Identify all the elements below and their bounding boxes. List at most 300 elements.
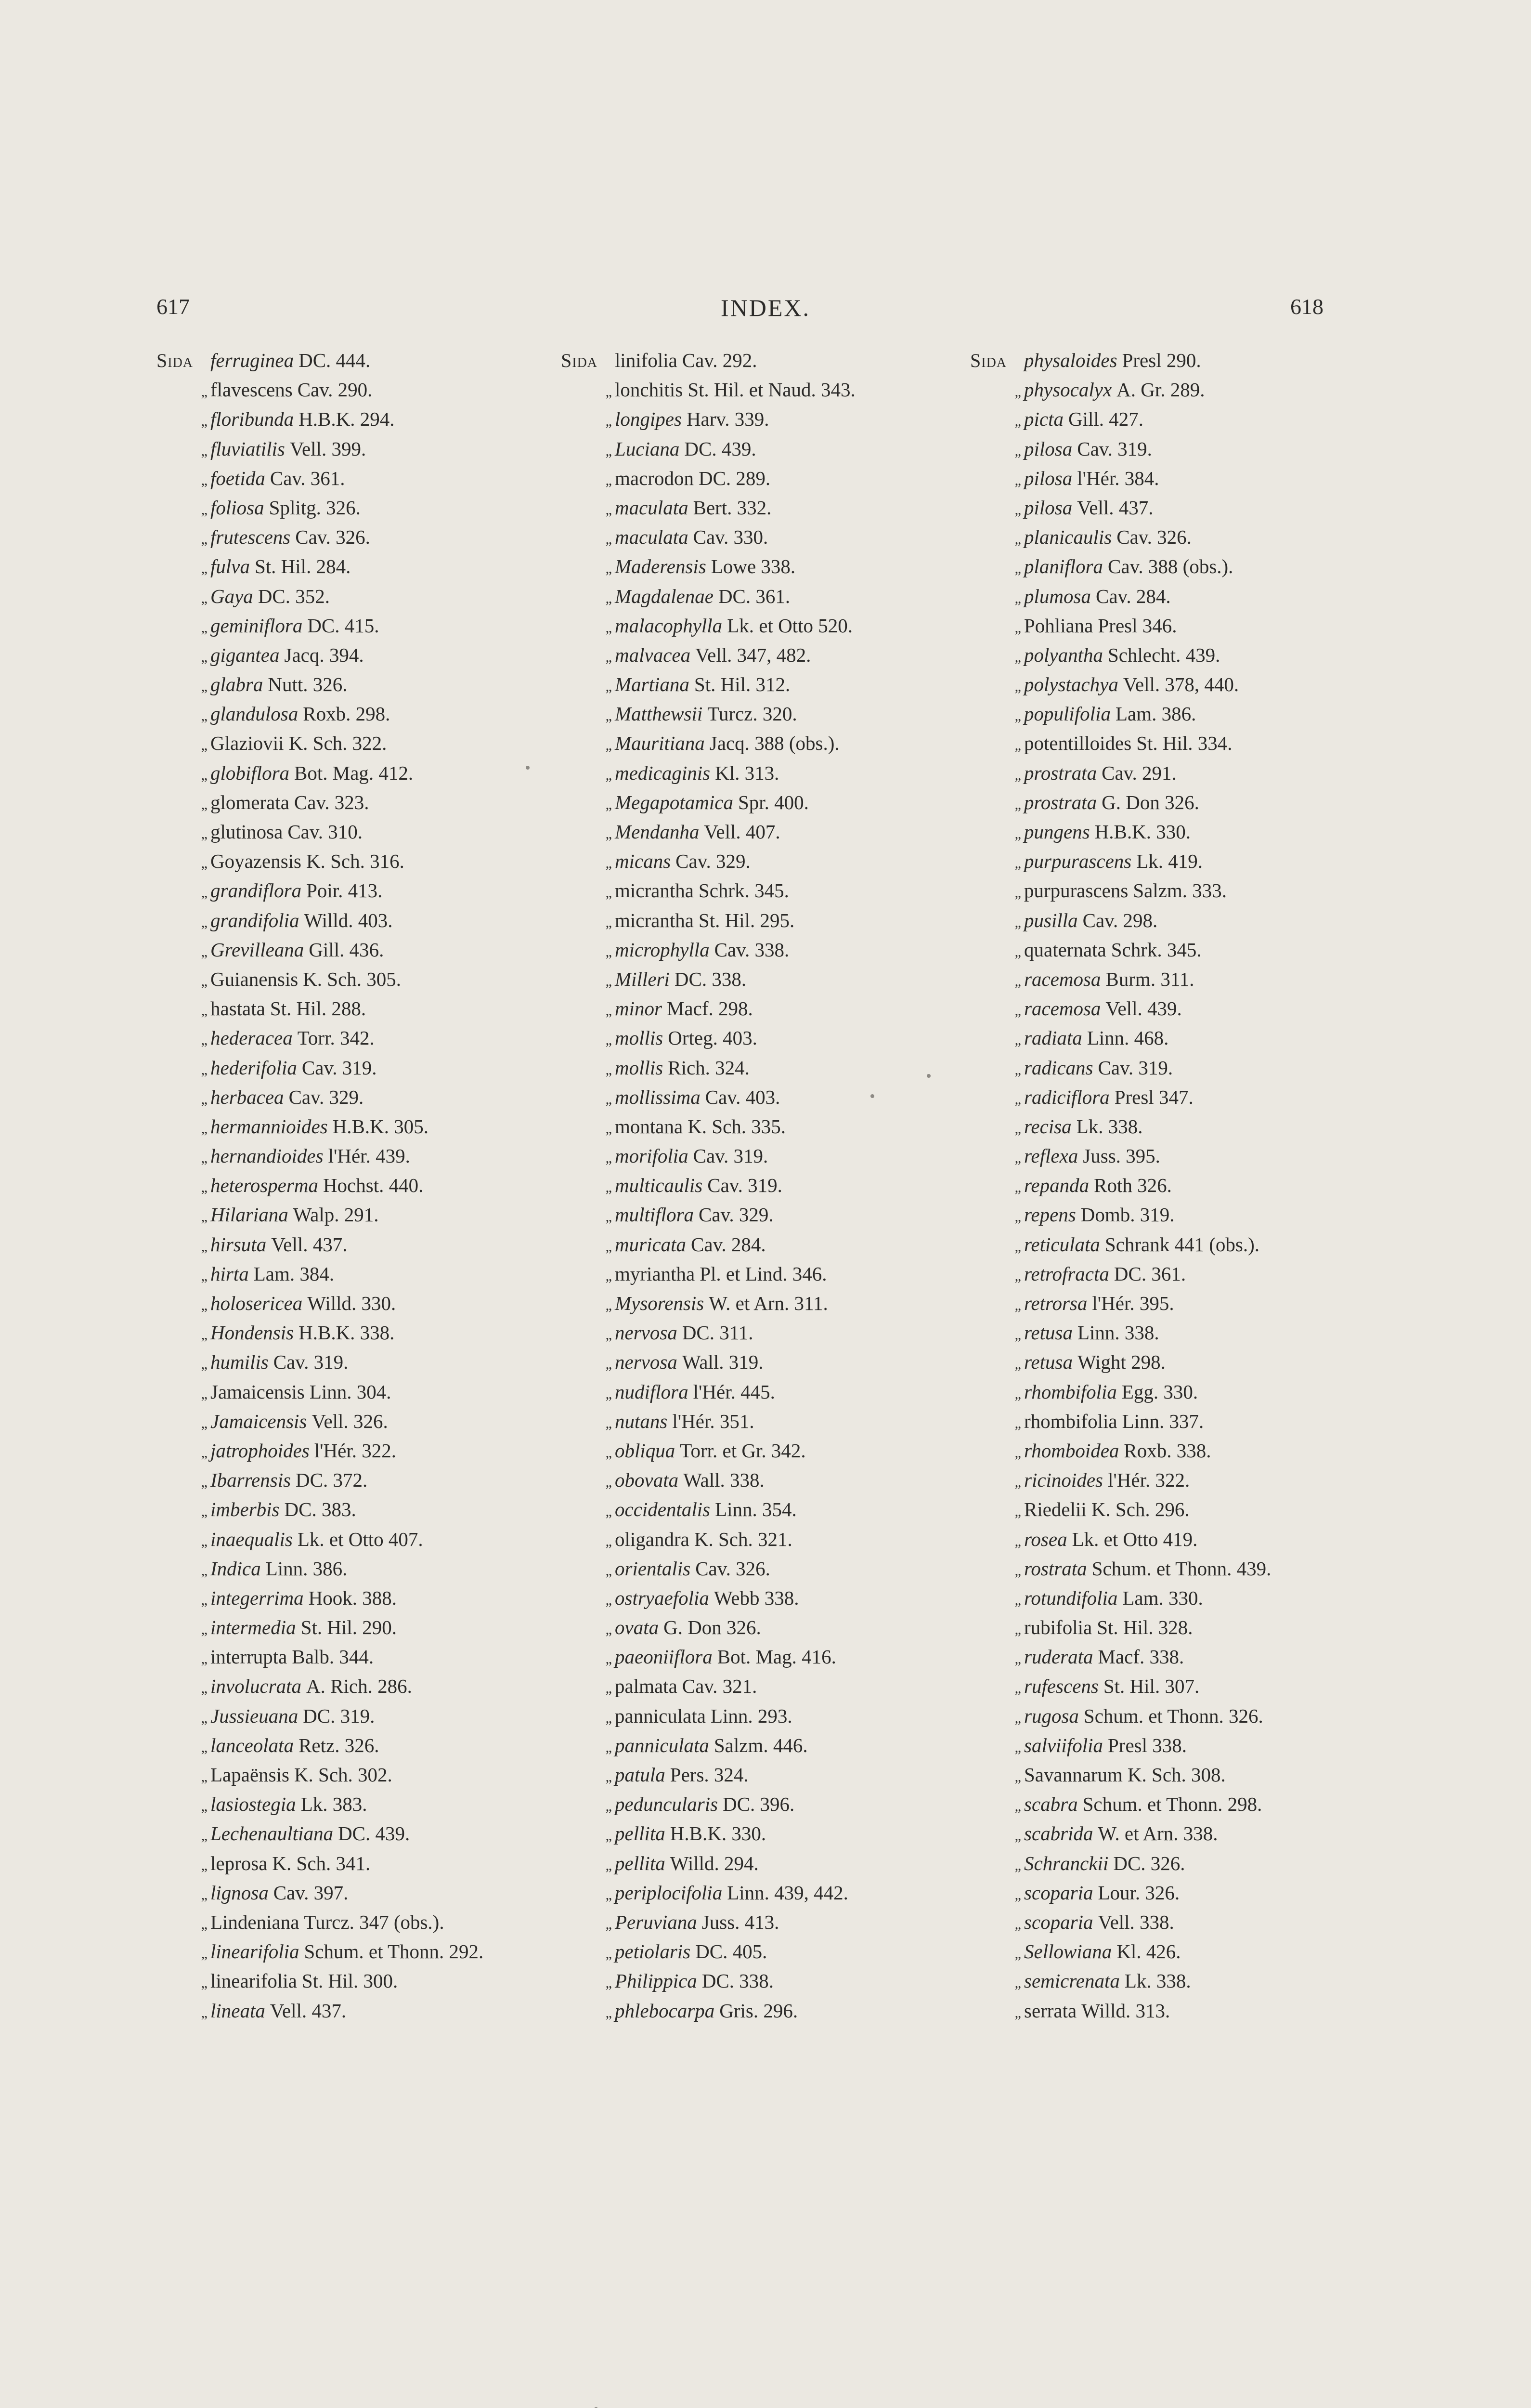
index-entry xyxy=(561,1171,970,1200)
species-name: retusa xyxy=(1024,1322,1073,1344)
species-name: Milleri xyxy=(615,968,670,990)
species-name: geminiflora xyxy=(210,614,303,637)
index-entry xyxy=(561,405,970,434)
ditto-mark: „ xyxy=(605,679,612,695)
species-name: scabra xyxy=(1024,1793,1078,1816)
index-entry xyxy=(970,464,1379,493)
index-entry xyxy=(156,582,566,611)
index-entry xyxy=(156,1318,566,1348)
index-entry xyxy=(156,611,566,641)
ditto-mark: „ xyxy=(1014,1297,1021,1313)
index-entry xyxy=(970,1937,1379,1966)
index-entry xyxy=(156,1790,566,1819)
authority-reference: Cav. 329. xyxy=(675,850,751,873)
species-name: rosea xyxy=(1024,1528,1067,1550)
species-name: micrantha xyxy=(615,879,694,902)
species-name: scoparia xyxy=(1024,1881,1093,1904)
species-name: glutinosa xyxy=(210,821,283,843)
index-entry xyxy=(156,1200,566,1230)
species-name: foliosa xyxy=(210,496,264,519)
species-name: repens xyxy=(1024,1204,1076,1226)
authority-reference: Linn. 386. xyxy=(265,1557,348,1580)
authority-reference: Vell. 399. xyxy=(289,437,366,460)
authority-reference: Spr. 400. xyxy=(738,791,809,813)
ditto-mark: „ xyxy=(605,1798,612,1815)
ditto-mark: „ xyxy=(605,796,612,812)
species-name: purpurascens xyxy=(1024,850,1132,873)
index-entry xyxy=(156,1701,566,1731)
index-entry xyxy=(156,1908,566,1937)
ditto-mark: „ xyxy=(605,1268,612,1284)
species-name: planiflora xyxy=(1024,555,1103,578)
authority-reference: Splitg. 326. xyxy=(269,496,361,519)
ditto-mark: „ xyxy=(605,531,612,548)
ditto-mark: „ xyxy=(605,2004,612,2021)
index-entry xyxy=(561,699,970,729)
authority-reference: DC. 396. xyxy=(723,1793,795,1816)
species-name: grandiflora xyxy=(210,879,302,902)
index-entry xyxy=(561,1849,970,1878)
ditto-mark: „ xyxy=(605,1061,612,1078)
species-name: Schranckii xyxy=(1024,1852,1109,1874)
authority-reference: Turcz. 320. xyxy=(707,703,797,725)
ditto-mark: „ xyxy=(1014,1032,1021,1048)
ditto-mark: „ xyxy=(201,1916,208,1932)
index-entry xyxy=(156,1259,566,1289)
index-entry xyxy=(970,1908,1379,1937)
index-entry xyxy=(561,759,970,788)
index-entry xyxy=(156,1023,566,1053)
ditto-mark: „ xyxy=(1014,1415,1021,1431)
species-name: obovata xyxy=(615,1469,679,1492)
index-entry xyxy=(156,375,566,405)
ditto-mark: „ xyxy=(605,1120,612,1137)
index-entry xyxy=(970,935,1379,965)
authority-reference: DC. 352. xyxy=(258,585,330,607)
authority-reference: K. Sch. 296. xyxy=(1091,1498,1190,1521)
ditto-mark: „ xyxy=(201,413,208,430)
species-name: Ibarrensis xyxy=(210,1469,291,1492)
species-name: retrofracta xyxy=(1024,1262,1109,1285)
authority-reference: H.B.K. 338. xyxy=(298,1322,395,1344)
ditto-mark: „ xyxy=(201,443,208,459)
ditto-mark: „ xyxy=(1014,1828,1021,1844)
ditto-mark: „ xyxy=(201,1975,208,1991)
index-entry xyxy=(561,1937,970,1966)
species-name: retrorsa xyxy=(1024,1292,1088,1314)
authority-reference: K. Sch. 316. xyxy=(306,850,404,873)
ditto-mark: „ xyxy=(605,1769,612,1785)
index-entry xyxy=(156,729,566,758)
species-name: Lindeniana xyxy=(210,1911,299,1933)
ditto-mark: „ xyxy=(605,1297,612,1313)
species-name: potentilloides xyxy=(1024,732,1132,755)
species-name: Jussieuana xyxy=(210,1704,298,1727)
index-entry xyxy=(561,670,970,699)
species-name: micans xyxy=(615,850,671,873)
species-name: Indica xyxy=(210,1557,261,1580)
authority-reference: Gris. 296. xyxy=(719,1999,798,2022)
authority-reference: Cav. 321. xyxy=(682,1675,757,1698)
authority-reference: Cav. 292. xyxy=(682,349,757,371)
index-entry xyxy=(156,1348,566,1377)
index-entry xyxy=(156,788,566,817)
authority-reference: Lam. 386. xyxy=(1115,703,1196,725)
index-entry xyxy=(156,1053,566,1083)
ditto-mark: „ xyxy=(201,1828,208,1844)
species-name: Martiana xyxy=(615,673,689,696)
species-name: obliqua xyxy=(615,1439,675,1462)
ditto-mark: „ xyxy=(201,855,208,872)
authority-reference: Cav. 329. xyxy=(288,1086,364,1108)
authority-reference: DC. 444. xyxy=(298,349,371,371)
authority-reference: Linn. 293. xyxy=(710,1704,792,1727)
species-name: Luciana xyxy=(615,437,680,460)
authority-reference: St. Hil. 290. xyxy=(300,1616,397,1639)
index-entry xyxy=(970,346,1379,375)
authority-reference: Jacq. 388 (obs.). xyxy=(709,732,840,755)
species-name: prostrata xyxy=(1024,791,1097,813)
species-name: linearifolia xyxy=(210,1940,299,1963)
index-entry xyxy=(561,1053,970,1083)
ditto-mark: „ xyxy=(605,1828,612,1844)
index-entry xyxy=(970,788,1379,817)
ditto-mark: „ xyxy=(1014,1179,1021,1196)
ditto-mark: „ xyxy=(1014,796,1021,812)
genus-label: Sida xyxy=(561,350,598,371)
species-name: floribunda xyxy=(210,408,294,431)
species-name: nervosa xyxy=(615,1322,677,1344)
index-entry xyxy=(970,1200,1379,1230)
species-name: ostryaefolia xyxy=(615,1586,709,1609)
index-entry xyxy=(156,523,566,552)
species-name: petiolaris xyxy=(615,1940,691,1963)
authority-reference: K. Sch. 321. xyxy=(694,1528,792,1550)
ditto-mark: „ xyxy=(605,737,612,754)
index-entry xyxy=(561,1760,970,1790)
index-entry xyxy=(970,552,1379,581)
authority-reference: Hook. 388. xyxy=(308,1586,397,1609)
ditto-mark: „ xyxy=(1014,1680,1021,1697)
ditto-mark: „ xyxy=(201,1061,208,1078)
authority-reference: Domb. 319. xyxy=(1080,1204,1175,1226)
index-entry xyxy=(561,582,970,611)
species-name: Magdalenae xyxy=(615,585,714,607)
authority-reference: A. Rich. 286. xyxy=(306,1675,412,1698)
ditto-mark: „ xyxy=(201,708,208,724)
ditto-mark: „ xyxy=(605,501,612,518)
authority-reference: Cav. 326. xyxy=(1116,526,1192,549)
ditto-mark: „ xyxy=(1014,619,1021,636)
ditto-mark: „ xyxy=(1014,413,1021,430)
species-name: Matthewsii xyxy=(615,703,703,725)
authority-reference: Poir. 413. xyxy=(306,879,383,902)
ditto-mark: „ xyxy=(201,1857,208,1873)
ditto-mark: „ xyxy=(1014,649,1021,665)
index-entry xyxy=(970,1672,1379,1701)
authority-reference: DC. 319. xyxy=(303,1704,375,1727)
ditto-mark: „ xyxy=(1014,1061,1021,1078)
index-entry xyxy=(561,1289,970,1318)
species-name: Maderensis xyxy=(615,555,706,578)
index-entry xyxy=(156,1584,566,1613)
species-name: repanda xyxy=(1024,1174,1090,1197)
species-name: purpurascens xyxy=(1024,879,1129,902)
index-entry xyxy=(156,1819,566,1848)
ditto-mark: „ xyxy=(605,708,612,724)
species-name: lignosa xyxy=(210,1881,269,1904)
species-name: radiciflora xyxy=(1024,1086,1110,1108)
authority-reference: Pl. et Lind. 346. xyxy=(700,1262,827,1285)
authority-reference: K. Sch. 305. xyxy=(303,968,402,990)
ditto-mark: „ xyxy=(1014,1003,1021,1019)
species-name: oligandra xyxy=(615,1528,689,1550)
authority-reference: Schrank 441 (obs.). xyxy=(1104,1233,1260,1256)
index-entry xyxy=(561,552,970,581)
index-entry xyxy=(970,759,1379,788)
ditto-mark: „ xyxy=(201,1710,208,1726)
index-entry xyxy=(561,464,970,493)
species-name: hernandioides xyxy=(210,1145,324,1167)
index-entry xyxy=(970,1259,1379,1289)
authority-reference: Orteg. 403. xyxy=(668,1027,757,1049)
authority-reference: DC. 383. xyxy=(284,1498,356,1521)
index-entry xyxy=(156,1525,566,1554)
ditto-mark: „ xyxy=(201,767,208,783)
authority-reference: DC. 311. xyxy=(682,1322,753,1344)
authority-reference: Cav. 329. xyxy=(699,1204,774,1226)
species-name: rubifolia xyxy=(1024,1616,1092,1639)
species-name: orientalis xyxy=(615,1557,691,1580)
species-name: hirsuta xyxy=(210,1233,267,1256)
authority-reference: Rich. 324. xyxy=(668,1056,750,1079)
species-name: Guianensis xyxy=(210,968,298,990)
authority-reference: Burm. 311. xyxy=(1105,968,1194,990)
index-column-1 xyxy=(156,346,566,2026)
authority-reference: Linn. 338. xyxy=(1077,1322,1159,1344)
ditto-mark: „ xyxy=(1014,1710,1021,1726)
species-name: Philippica xyxy=(615,1970,697,1992)
ditto-mark: „ xyxy=(201,885,208,901)
index-entry xyxy=(561,1200,970,1230)
ditto-mark: „ xyxy=(605,1444,612,1461)
authority-reference: Willd. 294. xyxy=(670,1852,759,1874)
species-name: mollis xyxy=(615,1056,663,1079)
authority-reference: Cav. 298. xyxy=(1082,909,1158,931)
authority-reference: Vell. 378, 440. xyxy=(1123,673,1239,696)
ditto-mark: „ xyxy=(605,1179,612,1196)
species-name: Mendanha xyxy=(615,821,700,843)
index-entry xyxy=(156,1849,566,1878)
species-name: holosericea xyxy=(210,1292,303,1314)
species-name: Grevilleana xyxy=(210,938,304,961)
ditto-mark: „ xyxy=(605,1562,612,1579)
species-name: racemosa xyxy=(1024,968,1101,990)
species-name: humilis xyxy=(210,1351,269,1374)
species-name: grandifolia xyxy=(210,909,299,931)
authority-reference: Gill. 427. xyxy=(1068,408,1144,431)
authority-reference: Cav. 319. xyxy=(273,1351,349,1374)
index-entry xyxy=(156,641,566,670)
species-name: Mysorensis xyxy=(615,1292,704,1314)
index-entry xyxy=(561,1023,970,1053)
index-entry xyxy=(156,493,566,523)
index-entry xyxy=(561,1584,970,1613)
species-name: occidentalis xyxy=(615,1498,711,1521)
ditto-mark: „ xyxy=(201,1680,208,1697)
ditto-mark: „ xyxy=(605,1238,612,1255)
index-entry xyxy=(156,1141,566,1171)
authority-reference: Salzm. 446. xyxy=(714,1734,808,1756)
ditto-mark: „ xyxy=(605,855,612,872)
index-entry xyxy=(561,1966,970,1996)
species-name: pilosa xyxy=(1024,437,1073,460)
authority-reference: Cav. 397. xyxy=(273,1881,349,1904)
paper-speck xyxy=(927,1074,931,1078)
index-entry xyxy=(970,1083,1379,1112)
species-name: serrata xyxy=(1024,1999,1077,2022)
species-name: rhombifolia xyxy=(1024,1380,1117,1403)
authority-reference: Cav. 330. xyxy=(693,526,768,549)
index-entry xyxy=(561,523,970,552)
authority-reference: St. Hil. 312. xyxy=(694,673,791,696)
species-name: Megapotamica xyxy=(615,791,733,813)
authority-reference: Linn. 304. xyxy=(309,1380,391,1403)
authority-reference: St. Hil. 334. xyxy=(1136,732,1233,755)
authority-reference: Gill. 436. xyxy=(309,938,384,961)
index-entry xyxy=(561,729,970,758)
species-name: gigantea xyxy=(210,643,280,666)
ditto-mark: „ xyxy=(1014,1769,1021,1785)
ditto-mark: „ xyxy=(1014,1857,1021,1873)
index-entry xyxy=(561,1112,970,1141)
species-name: microphylla xyxy=(615,938,710,961)
index-column-2 xyxy=(561,346,970,2026)
index-entry xyxy=(156,1966,566,1996)
index-entry xyxy=(970,1525,1379,1554)
ditto-mark: „ xyxy=(1014,914,1021,930)
ditto-mark: „ xyxy=(1014,1946,1021,1962)
authority-reference: St. Hil. et Naud. 343. xyxy=(688,379,856,401)
species-name: panniculata xyxy=(615,1734,709,1756)
species-name: Hilariana xyxy=(210,1204,288,1226)
authority-reference: Cav. 319. xyxy=(707,1174,782,1197)
ditto-mark: „ xyxy=(201,1886,208,1903)
index-entry xyxy=(156,994,566,1023)
species-name: Lapaënsis xyxy=(210,1764,289,1786)
authority-reference: A. Gr. 289. xyxy=(1116,379,1205,401)
authority-reference: Linn. 337. xyxy=(1122,1410,1204,1432)
index-entry xyxy=(156,935,566,965)
index-entry xyxy=(970,1230,1379,1259)
authority-reference: Vell. 338. xyxy=(1098,1911,1174,1933)
ditto-mark: „ xyxy=(605,649,612,665)
index-entry xyxy=(970,1141,1379,1171)
index-entry xyxy=(561,1141,970,1171)
species-name: glandulosa xyxy=(210,703,298,725)
ditto-mark: „ xyxy=(1014,472,1021,488)
index-entry xyxy=(970,965,1379,994)
ditto-mark: „ xyxy=(201,590,208,606)
species-name: hirta xyxy=(210,1262,249,1285)
species-name: rhombifolia xyxy=(1024,1410,1117,1432)
species-name: planicaulis xyxy=(1024,526,1112,549)
authority-reference: Willd. 313. xyxy=(1081,1999,1170,2022)
ditto-mark: „ xyxy=(201,1238,208,1255)
authority-reference: DC. 338. xyxy=(701,1970,774,1992)
species-name: rotundifolia xyxy=(1024,1586,1118,1609)
species-name: palmata xyxy=(615,1675,677,1698)
authority-reference: Pers. 324. xyxy=(670,1764,749,1786)
authority-reference: DC. 372. xyxy=(296,1469,368,1492)
species-name: hederacea xyxy=(210,1027,293,1049)
species-name: pellita xyxy=(615,1822,665,1845)
authority-reference: Linn. 354. xyxy=(715,1498,797,1521)
ditto-mark: „ xyxy=(1014,531,1021,548)
species-name: racemosa xyxy=(1024,997,1101,1020)
index-entry xyxy=(561,1642,970,1672)
index-entry xyxy=(970,405,1379,434)
species-name: Goyazensis xyxy=(210,850,302,873)
ditto-mark: „ xyxy=(1014,1798,1021,1815)
index-entry xyxy=(970,493,1379,523)
index-entry xyxy=(970,641,1379,670)
authority-reference: Willd. 330. xyxy=(307,1292,396,1314)
species-name: longipes xyxy=(615,408,682,431)
species-name: reflexa xyxy=(1024,1145,1078,1167)
species-name: Riedelii xyxy=(1024,1498,1087,1521)
authority-reference: l'Hér. 322. xyxy=(1107,1469,1190,1492)
species-name: morifolia xyxy=(615,1145,688,1167)
authority-reference: Wight 298. xyxy=(1077,1351,1166,1374)
authority-reference: DC. 415. xyxy=(307,614,379,637)
species-name: picta xyxy=(1024,408,1064,431)
index-entry xyxy=(970,1731,1379,1760)
ditto-mark: „ xyxy=(201,679,208,695)
authority-reference: Balb. 344. xyxy=(292,1646,374,1668)
authority-reference: Roth 326. xyxy=(1094,1174,1172,1197)
index-entry xyxy=(156,464,566,493)
ditto-mark: „ xyxy=(605,1209,612,1225)
ditto-mark: „ xyxy=(1014,443,1021,459)
species-name: foetida xyxy=(210,467,265,489)
paper-speck xyxy=(870,1094,874,1098)
ditto-mark: „ xyxy=(605,619,612,636)
index-entry xyxy=(970,1554,1379,1584)
ditto-mark: „ xyxy=(201,1091,208,1107)
ditto-mark: „ xyxy=(201,1120,208,1137)
authority-reference: K. Sch. 308. xyxy=(1127,1764,1226,1786)
authority-reference: Wall. 338. xyxy=(683,1469,765,1492)
authority-reference: Lk. et Otto 419. xyxy=(1072,1528,1198,1550)
species-name: pusilla xyxy=(1024,909,1078,931)
ditto-mark: „ xyxy=(1014,1562,1021,1579)
index-entry xyxy=(970,1966,1379,1996)
ditto-mark: „ xyxy=(605,1504,612,1520)
authority-reference: Kl. 426. xyxy=(1116,1940,1181,1963)
ditto-mark: „ xyxy=(605,1975,612,1991)
genus-label: Sida xyxy=(970,350,1007,371)
index-entry xyxy=(561,1908,970,1937)
authority-reference: Schum. et Thonn. 298. xyxy=(1082,1793,1262,1816)
ditto-mark: „ xyxy=(1014,1150,1021,1166)
ditto-mark: „ xyxy=(1014,679,1021,695)
ditto-mark: „ xyxy=(605,1739,612,1755)
index-entry xyxy=(970,994,1379,1023)
authority-reference: Cav. 291. xyxy=(1102,761,1177,784)
authority-reference: Webb 338. xyxy=(714,1586,799,1609)
authority-reference: Cav. 361. xyxy=(270,467,345,489)
